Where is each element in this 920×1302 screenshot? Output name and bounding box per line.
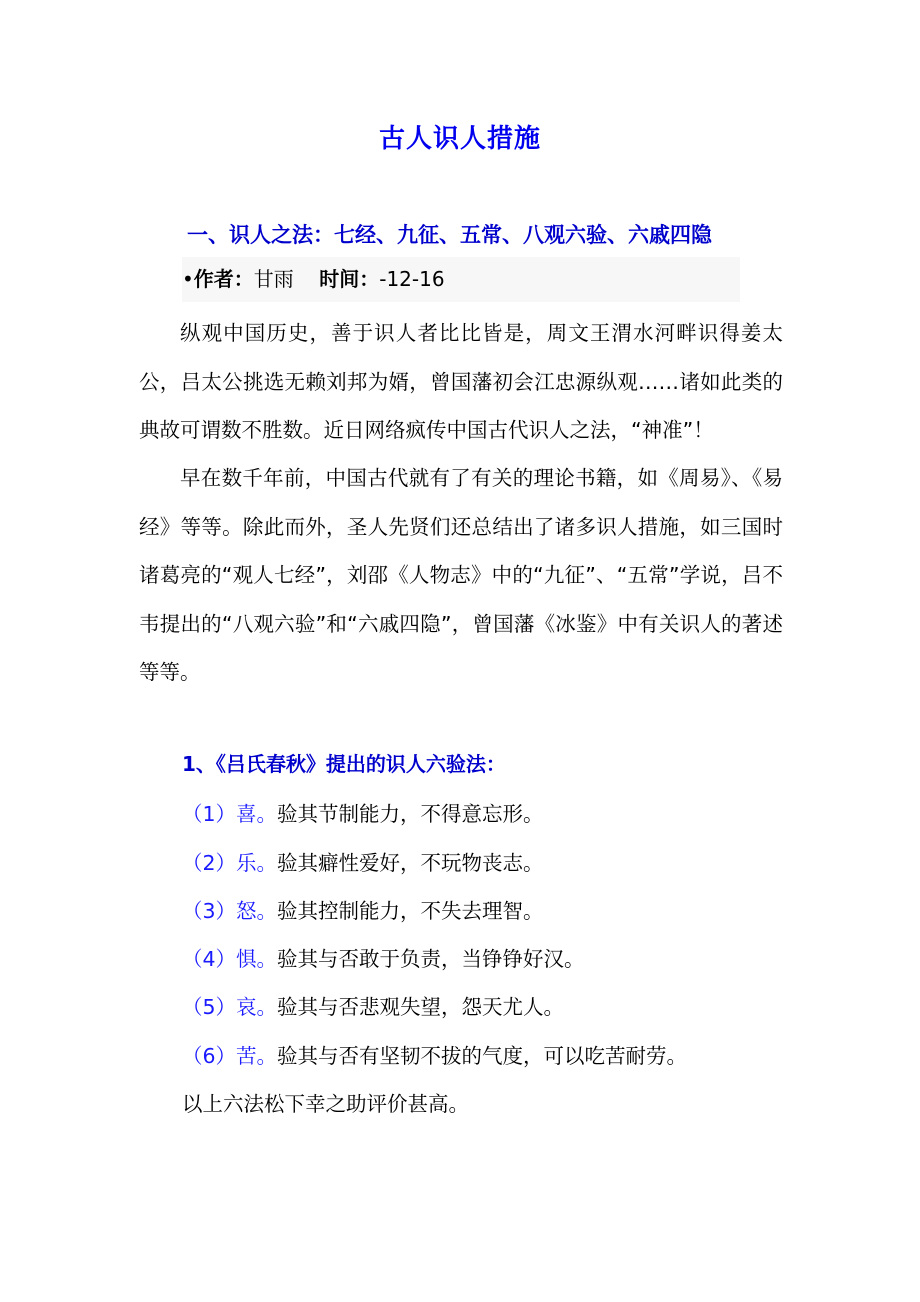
item-number: （6） <box>182 1044 237 1068</box>
paragraph-background: 早在数千年前，中国古代就有了有关的理论书籍，如《周易》、《易经》等等。除此而外，圣人先贤们还总结出了诸多识人措施，如三国时诸葛亮的“观人七经”，刘邵《人物志》中的“九征”、“五常”学说，吕不韦提出的“八观六验”和“六戚四隐”，曾国藩《冰鉴》中有关识人的著述等等。 <box>139 466 783 684</box>
subsection-heading: 1、《吕氏春秋》提出的识人六验法： <box>182 752 506 776</box>
closing-remark: 以上六法松下幸之助评价甚高。 <box>182 1092 469 1116</box>
author-value: 甘雨 <box>253 267 294 291</box>
list-item <box>182 846 544 876</box>
item-key: 怒。 <box>236 899 278 923</box>
item-key: 乐。 <box>236 851 278 875</box>
item-key: 惧。 <box>236 947 278 971</box>
meta-bar <box>182 257 740 302</box>
item-text: 验其癖性爱好，不玩物丧志。 <box>277 851 544 875</box>
item-number: （2） <box>182 851 237 875</box>
item-text: 验其节制能力，不得意忘形。 <box>277 802 544 826</box>
item-key: 哀。 <box>236 995 278 1019</box>
author-label: 作者： <box>193 267 254 291</box>
item-number: （1） <box>182 802 237 826</box>
item-text: 验其与否有坚韧不拔的气度，可以吃苦耐劳。 <box>277 1044 688 1068</box>
document-title: 古人识人措施 <box>378 124 541 154</box>
item-text: 验其控制能力，不失去理智。 <box>277 899 544 923</box>
list-item <box>182 990 564 1020</box>
item-key: 苦。 <box>236 1044 278 1068</box>
item-text: 验其与否敢于负责，当铮铮好汉。 <box>277 947 585 971</box>
list-item <box>182 1039 687 1069</box>
time-label: 时间： <box>319 267 380 291</box>
time-value: -12-16 <box>379 267 445 291</box>
meta-bullet: • <box>182 267 194 291</box>
item-number: （4） <box>182 947 237 971</box>
item-text: 验其与否悲观失望，怨天尤人。 <box>277 995 565 1019</box>
section-heading: 一、识人之法：七经、九征、五常、八观六验、六戚四隐 <box>187 223 712 247</box>
list-item <box>182 894 544 924</box>
item-number: （5） <box>182 995 237 1019</box>
list-item <box>182 797 544 827</box>
item-key: 喜。 <box>236 802 278 826</box>
paragraph-intro: 纵观中国历史，善于识人者比比皆是，周文王渭水河畔识得姜太公，吕太公挑选无赖刘邦为婿，曾国藩初会江忠源纵观……诸如此类的典故可谓数不胜数。近日网络疯传中国古代识人之法，“神准”！ <box>139 321 783 442</box>
item-number: （3） <box>182 899 237 923</box>
list-item <box>182 942 585 972</box>
